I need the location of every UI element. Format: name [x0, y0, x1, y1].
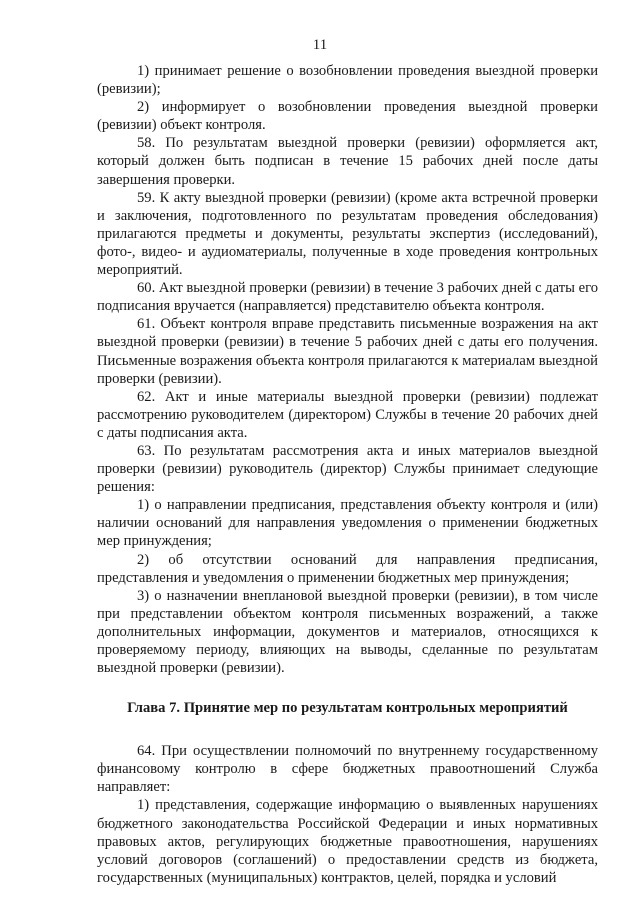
paragraph-item-1: 1) принимает решение о возобновлении проведения выездной проверки (ревизии);	[97, 63, 598, 98]
paragraph-59: 59. К акту выездной проверки (ревизии) (кроме акта встречной проверки и заключения, подготовленного по результатам проведения обследования) прилагаются предметы и документы, результаты экспертиз (исследований), фото-, видео- и аудиоматериалы, полученные в ходе проведения контрольных мероприятий.	[97, 189, 598, 279]
paragraph-60: 60. Акт выездной проверки (ревизии) в течение 3 рабочих дней с даты его подписания вручается (направляется) представителю объекта контроля.	[97, 280, 598, 315]
paragraph-61: 61. Объект контроля вправе представить письменные возражения на акт выездной проверки (ревизии) в течение 5 рабочих дней с даты его получения. Письменные возражения объекта контроля прилагаются к материалам выездной проверки (ревизии).	[97, 316, 598, 387]
paragraph-62: 62. Акт и иные материалы выездной проверки (ревизии) подлежат рассмотрению руководителем (директором) Службы в течение 20 рабочих дней с даты подписания акта.	[97, 388, 598, 441]
paragraph-64-item-1: 1) представления, содержащие информацию о выявленных нарушениях бюджетного законодательства Российской Федерации и иных нормативных правовых актов, регулирующих бюджетные правоотношения, нарушениях условий договоров (соглашений) о предоставлении средств из бюджета, государственных (муниципальных) контрактов, целей, порядка и условий	[97, 797, 598, 886]
page-number: 11	[312, 37, 328, 53]
paragraph-63-item-2: 2) об отсутствии оснований для направления предписания, представления и уведомления о применении бюджетных мер принуждения;	[97, 551, 598, 586]
paragraph-64: 64. При осуществлении полномочий по внутреннему государственному финансовому контролю в сфере бюджетных правоотношений Служба направляет:	[97, 743, 598, 796]
paragraph-58: 58. По результатам выездной проверки (ревизии) оформляется акт, который должен быть подписан в течение 15 рабочих дней после даты завершения проверки.	[97, 135, 598, 188]
paragraph-63-item-3: 3) о назначении внеплановой выездной проверки (ревизии), в том числе при представлении объектом контроля письменных возражений, а также дополнительных информации, документов и материалов, относящихся к проверяемому периоду, влияющих на выводы, сделанные по результатам выездной проверки (ревизии).	[97, 587, 598, 677]
paragraph-63-item-1: 1) о направлении предписания, представления объекту контроля и (или) наличии оснований для направления уведомления о применении бюджетных мер принуждения;	[97, 497, 598, 550]
chapter-heading: Глава 7. Принятие мер по результатам контрольных мероприятий	[127, 700, 568, 717]
paragraph-63: 63. По результатам рассмотрения акта и иных материалов выездной проверки (ревизии) руководитель (директор) Службы принимает следующие решения:	[97, 442, 598, 496]
paragraph-item-2: 2) информирует о возобновлении проведения выездной проверки (ревизии) объект контроля.	[97, 99, 598, 134]
document-body	[97, 62, 598, 887]
